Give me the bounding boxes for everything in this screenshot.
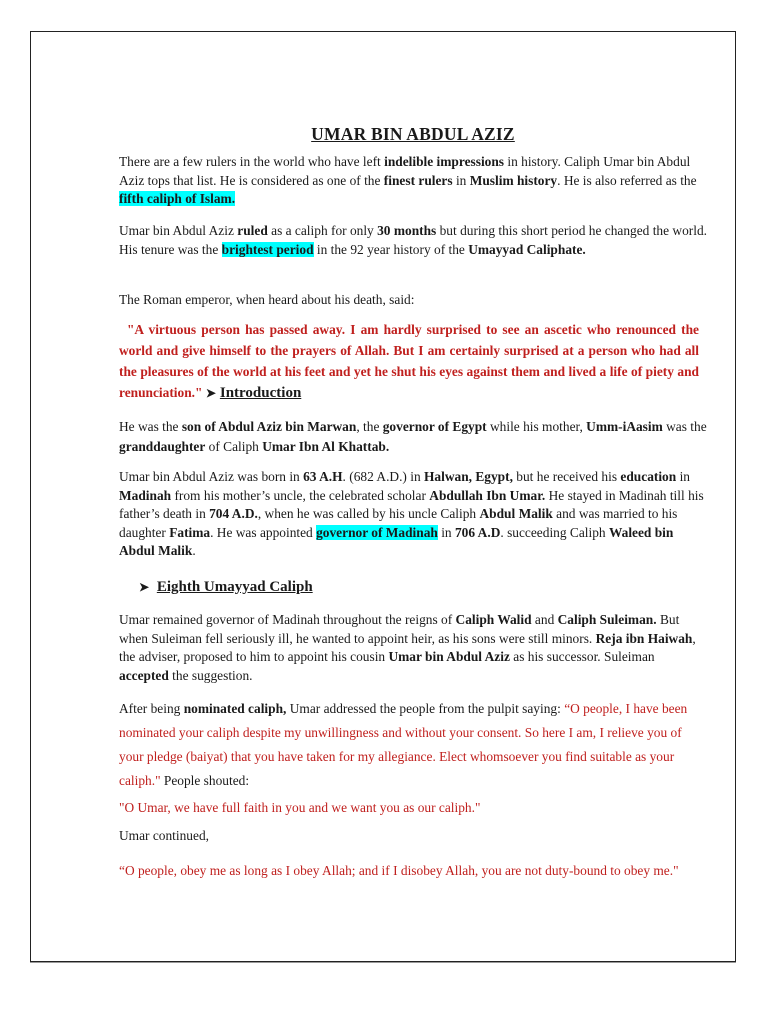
page-bottom-rule [30, 962, 736, 963]
quote-people-shouted: "O Umar, we have full faith in you and we want you as our caliph." [119, 800, 481, 815]
paragraph-nomination: After being nominated caliph, Umar addressed the people from the pulpit saying: “O people, I have been nominated your caliph despite my unwillingness and without your consent. So here I am, I relieve you of your pledge (baiyat) that you have taken for my allegiance. Elect whomsoever you find suitable as your caliph." People shouted: [119, 701, 688, 788]
paragraph-umar-continued: Umar continued, [119, 828, 209, 843]
paragraph-intro: There are a few rulers in the world who have left indelible impressions in history. Caliph Umar bin Abdul Aziz tops that list. He is considered as one of the finest rulers in Muslim history. He is also referred as the fifth caliph of Islam. [119, 154, 697, 206]
section-heading-introduction: Introduction [219, 385, 302, 401]
paragraph-parentage: He was the son of Abdul Aziz bin Marwan, the governor of Egypt while his mother, Umm-iAasim was the granddaughter of Caliph Umar Ibn Al Khattab. [119, 419, 707, 454]
paragraph-early-life: Umar bin Abdul Aziz was born in 63 A.H. (682 A.D.) in Halwan, Egypt, but he received his education in Madinah from his mother’s uncle, the celebrated scholar Abdullah Ibn Umar. He stayed in Madinah till his father’s death in 704 A.D., when he was called by his uncle Caliph Abdul Malik and was married to his daughter Fatima. He was appointed governor of Madinah in 706 A.D. succeeding Caliph Waleed bin Abdul Malik. [119, 469, 704, 558]
quote-obey-me: “O people, obey me as long as I obey Allah; and if I disobey Allah, you are not duty-bound to obey me." [119, 863, 679, 878]
paragraph-succession: Umar remained governor of Madinah throughout the reigns of Caliph Walid and Caliph Suleiman. But when Suleiman fell seriously ill, he wanted to appoint heir, as his sons were still minors. Reja ibn Haiwah, the adviser, proposed to him to appoint his cousin Umar bin Abdul Aziz as his successor. Suleiman accepted the suggestion. [119, 612, 696, 683]
document-title: UMAR BIN ABDUL AZIZ [311, 124, 515, 144]
arrowhead-bullet-icon: ➤ [205, 386, 216, 400]
section-heading-eighth-caliph: Eighth Umayyad Caliph [156, 579, 313, 595]
paragraph-roman-emperor: The Roman emperor, when heard about his death, said: [119, 292, 415, 307]
section-heading-eighth-caliph-wrap [139, 578, 313, 597]
arrowhead-bullet-icon: ➤ [139, 580, 150, 594]
paragraph-rule: Umar bin Abdul Aziz ruled as a caliph for only 30 months but during this short period he changed the world. His tenure was the brightest period in the 92 year history of the Umayyad Caliphate. [119, 223, 708, 257]
quote-roman-emperor: "A virtuous person has passed away. I am hardly surprised to see an ascetic who renounced the world and give himself to the prayers of Allah. But I am certainly surprised at a person who had all the pleasures of the world at his feet and yet he shut his eyes against them and lived a life of piety and renunciation." ➤ Introduction [119, 319, 699, 404]
